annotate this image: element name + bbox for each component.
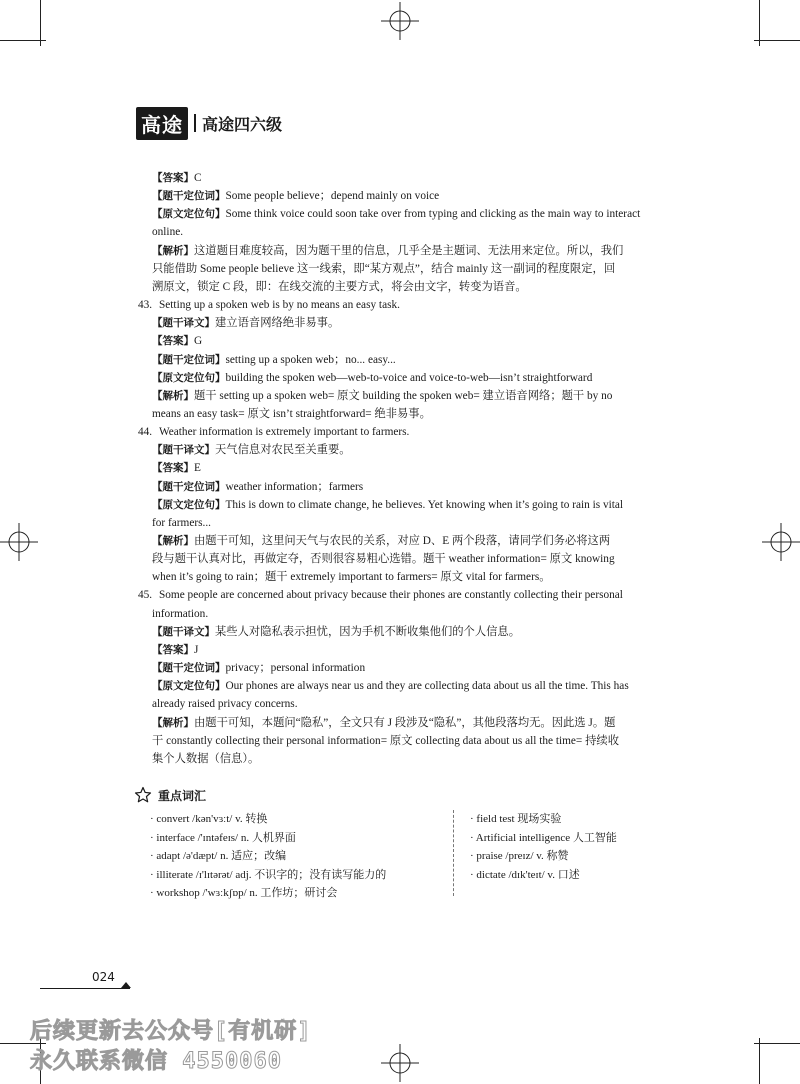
vocab-heading (134, 786, 206, 804)
labeled-line (152, 242, 623, 260)
section-tag: 【解析】 (152, 535, 194, 547)
vocab-item: · Artificial intelligence 人工智能 (470, 831, 617, 844)
question-number: 45. (138, 589, 153, 602)
line-text: already raised privacy concerns. (152, 698, 298, 711)
line-text: 由题干可知，本题问“隐私”，全文只有 J 段涉及“隐私”，其他段落均无。因此选 J。题 (194, 716, 616, 729)
labeled-line (152, 496, 623, 514)
section-tag: 【题干译文】 (152, 444, 215, 457)
brand-logo: 高途 (136, 107, 188, 140)
line-text: 段与题干认真对比，再做定夺，否则很容易粗心选错。题干 weather information= 原文 knowing (152, 553, 615, 566)
line-text: 这道题目难度较高，因为题干里的信息，几乎全是主题词、无法用来定位。所以，我们 (194, 244, 624, 257)
section-tag: 【答案】 (152, 462, 194, 475)
labeled-line (152, 659, 365, 677)
vocab-title: 重点词汇 (158, 788, 207, 803)
page-number-rule (40, 988, 130, 989)
vocab-item: · dictate /dɪk'teɪt/ v. 口述 (470, 868, 580, 881)
section-tag: 【原文定位句】 (152, 208, 226, 221)
section-tag: 【题干定位词】 (152, 353, 226, 366)
continuation-line (152, 568, 551, 586)
section-tag: 【题干定位词】 (152, 480, 226, 493)
page-header (136, 108, 282, 138)
line-text: 只能借助 Some people believe 这一线索，即“某方观点”，结合 mainly 这一副词的程度限定，回 (152, 262, 616, 275)
labeled-line (152, 332, 202, 350)
line-text: 集个人数据（信息）。 (152, 752, 260, 765)
section-tag: 【解析】 (152, 244, 194, 257)
line-text: 天气信息对农民至关重要。 (215, 444, 351, 457)
star-icon (134, 786, 152, 804)
labeled-line (152, 205, 640, 223)
labeled-line (152, 351, 396, 369)
watermark-line-2: 永久联系微信 4550060 (30, 1049, 282, 1074)
line-text: E (194, 462, 201, 475)
section-tag: 【原文定位句】 (152, 371, 226, 384)
labeled-line (152, 441, 351, 459)
section-tag: 【解析】 (152, 716, 194, 729)
line-text: Weather information is extremely important to farmers. (159, 426, 410, 439)
watermark-line-1: 后续更新去公众号[有机研] (30, 1019, 312, 1044)
line-text: weather information；farmers (225, 480, 364, 493)
line-text: 某些人对隐私表示担忧，因为手机不断收集他们的个人信息。 (215, 625, 521, 638)
question-line (159, 586, 623, 604)
line-text: 干 constantly collecting their personal information= 原文 collecting data about us all the time= 持续收 (152, 734, 620, 747)
line-text: setting up a spoken web；no... easy... (225, 353, 396, 366)
question-number: 43. (138, 299, 153, 312)
crop-mark (759, 1038, 760, 1084)
labeled-line (152, 369, 592, 387)
line-text: J (194, 643, 199, 656)
crop-mark (754, 40, 800, 41)
vocab-item: · illiterate /ɪ'lɪtərət/ adj. 不识字的；没有读写能力的 (150, 868, 387, 881)
vocab-item: · adapt /ə'dæpt/ n. 适应；改编 (150, 850, 287, 862)
continuation-line (152, 260, 615, 278)
line-text: Our phones are always near us and they are collecting data about us all the time. This has (225, 680, 629, 693)
page-number: 024 (92, 970, 115, 984)
crop-mark (0, 40, 46, 41)
section-tag: 【原文定位句】 (152, 680, 226, 693)
vocab-item: · interface /'ɪntəfeɪs/ n. 人机界面 (150, 831, 296, 844)
registration-mark-top (381, 2, 419, 40)
labeled-line (152, 677, 629, 695)
continuation-line (152, 550, 615, 568)
continuation-line (152, 750, 259, 768)
continuation-line (152, 514, 211, 532)
registration-mark-left (0, 523, 38, 561)
question-line (159, 296, 400, 314)
labeled-line (152, 314, 339, 332)
vocab-item: · workshop /'wɜːkʃɒp/ n. 工作坊；研讨会 (150, 887, 338, 899)
line-text: 建立语音网络绝非易事。 (215, 317, 340, 330)
page-number-triangle (121, 982, 131, 988)
vocab-item: · field test 现场实验 (470, 813, 562, 825)
section-tag: 【解析】 (152, 389, 194, 402)
section-tag: 【答案】 (152, 172, 194, 184)
crop-mark (754, 1043, 800, 1044)
continuation-line (152, 732, 619, 750)
line-text: information. (152, 607, 209, 620)
line-text: means an easy task= 原文 isn’t straightforward= 绝非易事。 (152, 407, 431, 420)
continuation-line (152, 405, 431, 423)
continuation-line (152, 278, 527, 296)
labeled-line (152, 623, 520, 641)
question-number: 44. (138, 426, 153, 439)
question-line (159, 423, 409, 441)
vocab-item: · convert /kən'vɜːt/ v. 转换 (150, 813, 268, 825)
labeled-line (152, 714, 615, 732)
vocab-item: · praise /preɪz/ v. 称赞 (470, 850, 569, 862)
registration-mark-bottom (381, 1044, 419, 1082)
continuation-line (152, 223, 183, 241)
line-text: 题干 setting up a spoken web= 原文 building the spoken web= 建立语音网络；题干 by no (194, 389, 613, 402)
line-text: Some people believe；depend mainly on voice (225, 190, 440, 203)
line-text: building the spoken web—web-to-voice and voice-to-web—isn’t straightforward (225, 371, 593, 384)
header-title: 高途四六级 (202, 114, 283, 134)
labeled-line (152, 459, 201, 477)
line-text: privacy；personal information (225, 662, 366, 675)
section-tag: 【答案】 (152, 643, 194, 656)
line-text: Some people are concerned about privacy because their phones are constantly collecting their personal (159, 589, 623, 602)
section-tag: 【题干译文】 (152, 317, 215, 330)
line-text: Setting up a spoken web is by no means an easy task. (159, 299, 400, 312)
section-tag: 【题干定位词】 (152, 662, 226, 675)
labeled-line (152, 387, 612, 405)
line-text: for farmers... (152, 516, 211, 529)
section-tag: 【原文定位句】 (152, 498, 226, 511)
header-divider (194, 114, 196, 132)
section-tag: 【题干译文】 (152, 625, 215, 638)
continuation-line (152, 695, 298, 713)
labeled-line (152, 478, 363, 496)
labeled-line (152, 169, 202, 187)
line-text: This is down to climate change, he believes. Yet knowing when it’s going to rain is vital (225, 498, 624, 511)
vocab-divider (453, 810, 454, 896)
line-text: online. (152, 226, 184, 239)
section-tag: 【答案】 (152, 335, 194, 348)
continuation-line (152, 605, 208, 623)
line-text: 由题干可知，这里问天气与农民的关系，对应 D、E 两个段落，请同学们务必将这两 (194, 535, 611, 547)
line-text: G (194, 335, 203, 348)
labeled-line (152, 532, 610, 550)
line-text: 溯原文，锁定 C 段，即：在线交流的主要方式，将会由文字，转变为语音。 (152, 280, 527, 293)
line-text: Some think voice could soon take over from typing and clicking as the main way to interact (225, 208, 641, 221)
registration-mark-right (762, 523, 800, 561)
line-text: C (194, 172, 202, 184)
section-tag: 【题干定位词】 (152, 190, 226, 203)
line-text: when it’s going to rain；题干 extremely important to farmers= 原文 vital for farmers。 (152, 571, 551, 584)
labeled-line (152, 187, 439, 205)
labeled-line (152, 641, 198, 659)
